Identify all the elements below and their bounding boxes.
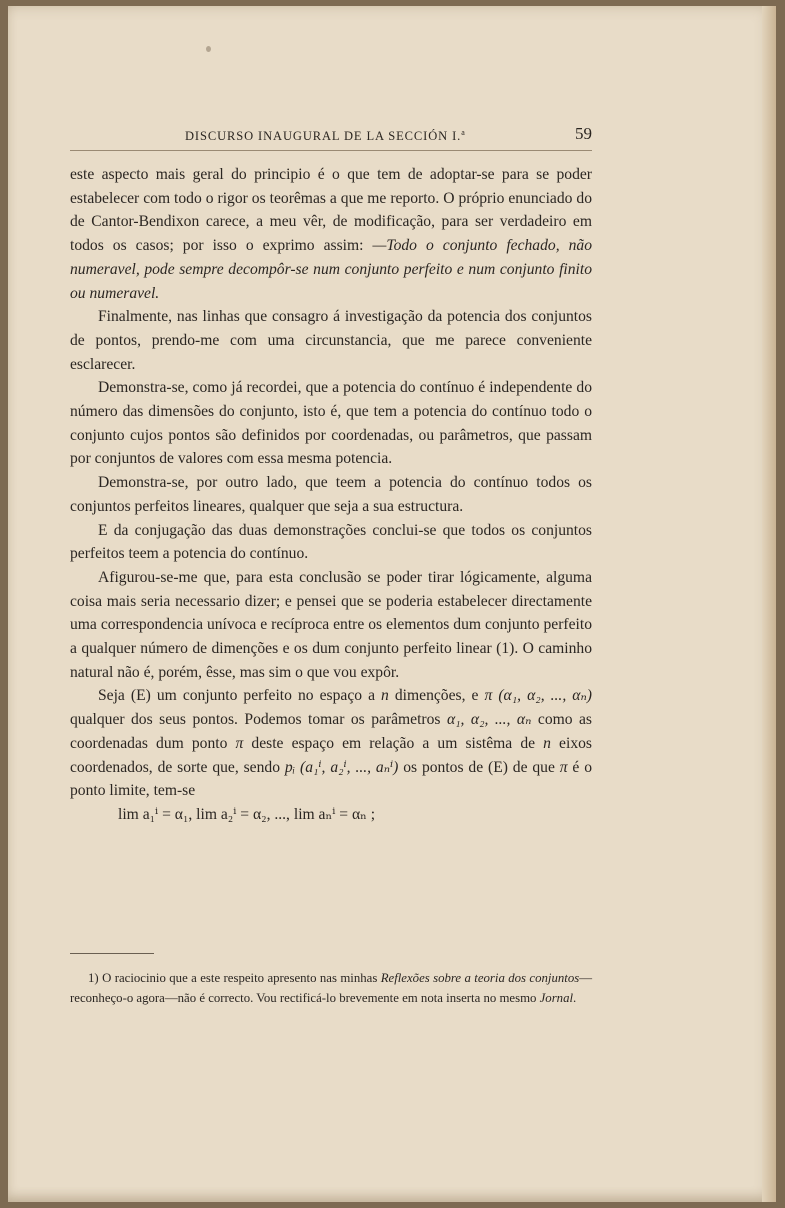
paragraph: Seja (E) um conjunto perfeito no espaço a n dimenções, e π (α₁, α₂, ..., αₙ) qualquer dos seus pontos. Podemos tomar os parâmetros α₁, α₂, ..., αₙ como as coordenadas dum ponto π deste espaço em relação a um sistêma de n eixos coordenados, de sorte que, sendo pᵢ (a₁ⁱ, a₂ⁱ, ..., aₙⁱ) os pontos de (E) de que π é o ponto limite, tem-se	[70, 687, 593, 800]
page-edge	[762, 6, 776, 1202]
running-title: DISCURSO INAUGURAL DE LA SECCIÓN I.$^a$	[185, 128, 466, 144]
book-page	[8, 6, 776, 1202]
paragraph: Finalmente, nas linhas que consagro á investigação da potencia dos conjuntos de pontos, prendo-me com uma circunstancia, que me parece conveniente esclarecer.	[70, 308, 592, 373]
footnote-marker: 1)	[88, 971, 99, 985]
paragraph: Demonstra-se, como já recordei, que a potencia do contínuo é independente do número das dimensões do conjunto, isto é, que tem a potencia do contínuo todo o conjunto cujos pontos são definidos por coordenadas, ou parâmetros, que passam por conjuntos de valores com essa mesma potencia.	[70, 379, 592, 468]
paper-speck	[206, 46, 211, 52]
body-text	[70, 163, 592, 827]
paragraph: E da conjugação das duas demonstrações conclui-se que todos os conjuntos perfeitos teem a potencia do contínuo.	[70, 521, 592, 563]
formula-line: lim a₁ⁱ = α₁, lim a₂ⁱ = α₂, ..., lim aₙⁱ = αₙ ;	[118, 805, 376, 823]
page-number: 59	[575, 124, 592, 143]
footnote: 1) O raciocinio que a este respeito apresento nas minhas Reflexões sobre a teoria dos conjuntos—reconheço-o agora—não é correcto. Vou rectificá-lo brevemente em nota inserta no mesmo Jornal.	[70, 971, 592, 1006]
paragraph: Afigurou-se-me que, para esta conclusão se poder tirar lógicamente, alguma coisa mais seria necessario dizer; e pensei que se poderia estabelecer directamente uma correspondencia unívoca e recíproca entre os elementos dum conjunto perfeito a qualquer número de dimenções e os dum conjunto perfeito linear (1). O caminho natural não é, porém, êsse, mas sim o que vou expôr.	[70, 568, 592, 681]
paragraph: este aspecto mais geral do principio é o que tem de adoptar-se para se poder estabelecer com todo o rigor os teorêmas a que me reporto. O próprio enunciado do de Cantor-Bendixon carece, a meu vêr, de modificação, para ser verdadeiro em todos os casos; por isso o exprimo assim: —Todo o conjunto fechado, não numeravel, pode sempre decompôr-se num conjunto perfeito e num conjunto finito ou numeravel.	[70, 166, 592, 302]
running-header	[70, 124, 592, 151]
footnote-rule	[70, 953, 154, 954]
paragraph: Demonstra-se, por outro lado, que teem a potencia do contínuo todos os conjuntos perfeitos lineares, qualquer que seja a sua estructura.	[70, 474, 592, 515]
quoted-theorem: —Todo o conjunto fechado, não numeravel, pode sempre decompôr-se num conjunto perfeito e num conjunto finito ou numeravel.	[70, 237, 592, 302]
